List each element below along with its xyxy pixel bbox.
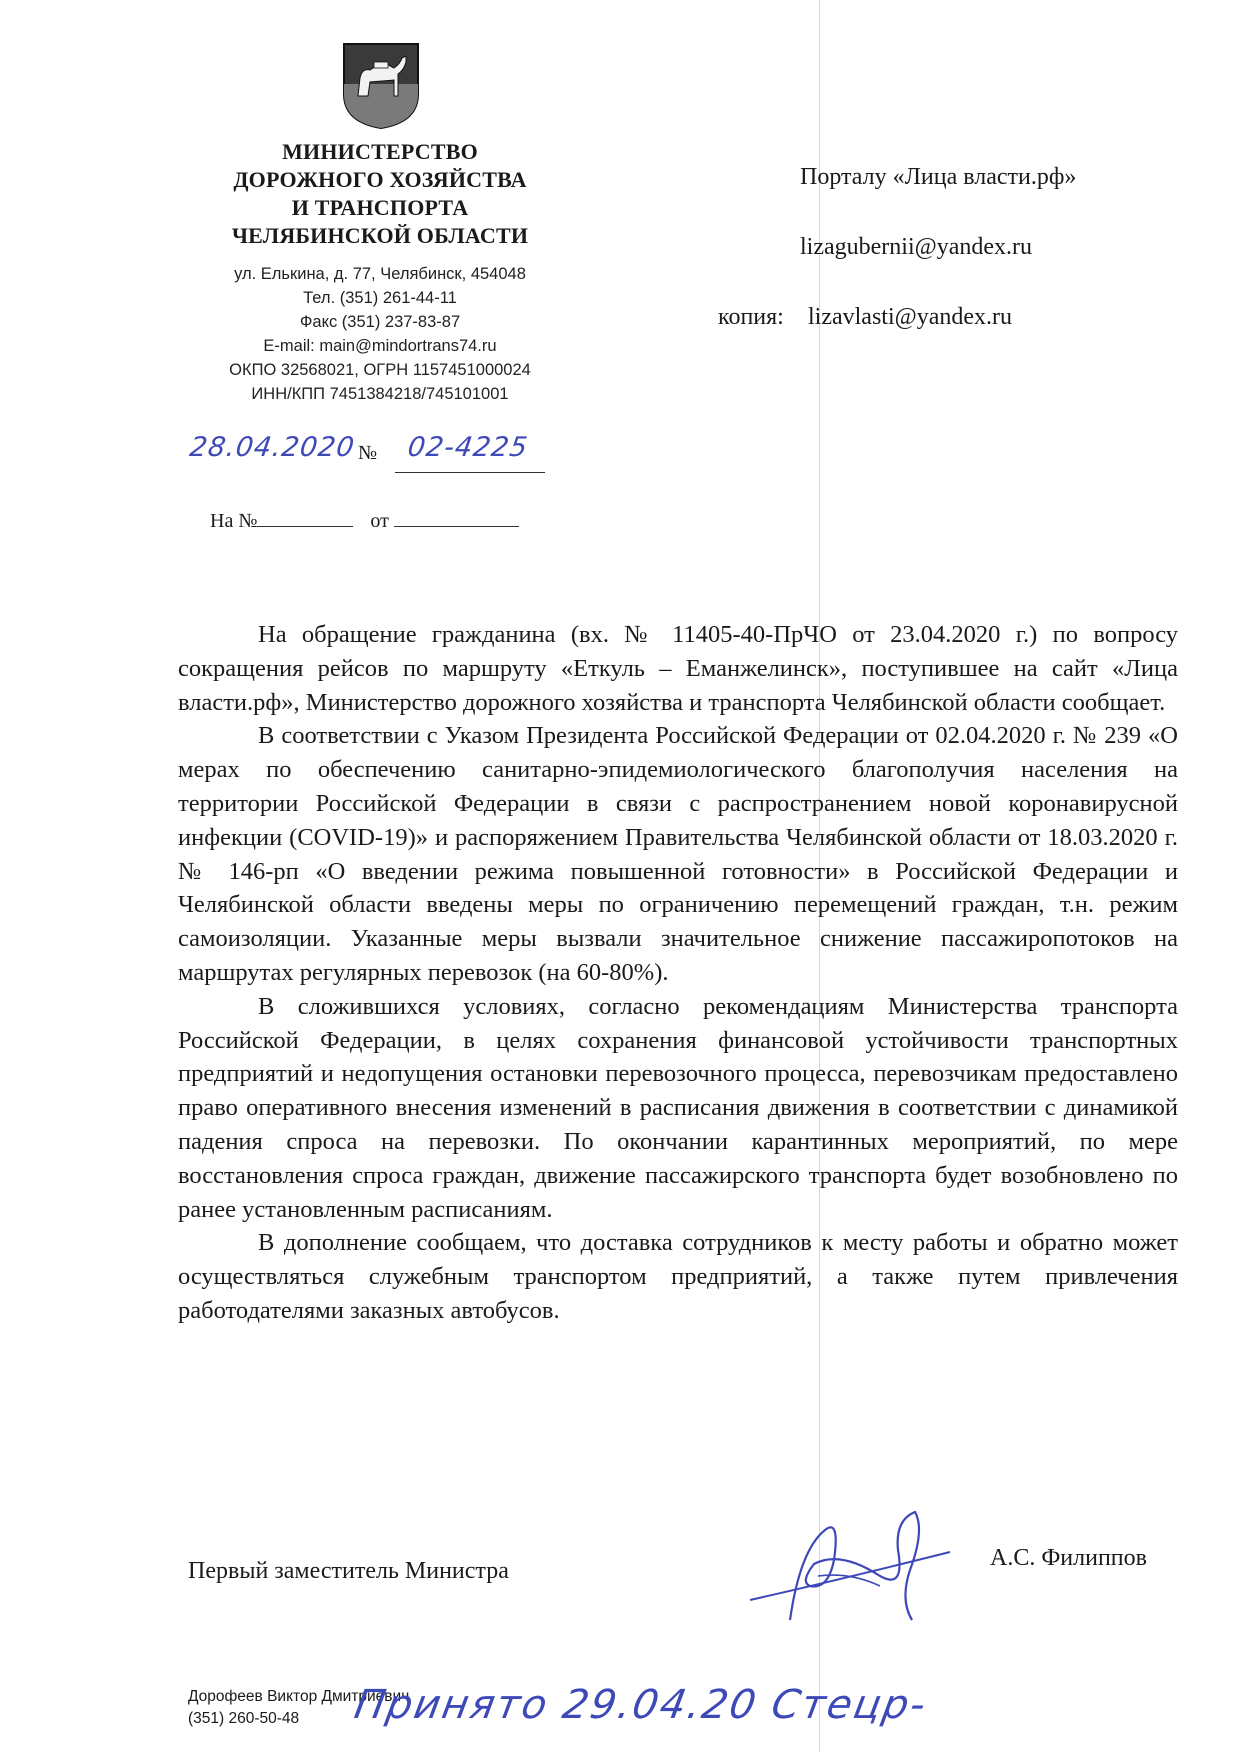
reply-number-blank (257, 508, 353, 527)
email: E-mail: main@mindortrans74.ru (263, 337, 497, 355)
organization-contacts (190, 262, 570, 406)
reply-from-label: от (370, 510, 389, 532)
organization-name (190, 138, 570, 250)
body-paragraph: На обращение гражданина (вх. № 11405-40-ПрЧО от 23.04.2020 г.) по вопросу сокращения рейсов по маршруту «Еткуль – Еманжелинск», поступившее на сайт «Лица власти.рф», Министерство дорожного хозяйства и транспорта Челябинской области сообщает. (178, 621, 1178, 716)
executor-name: Дорофеев Виктор Дмитриевич (188, 1688, 410, 1705)
okpo-ogrn: ОКПО 32568021, ОГРН 1157451000024 (229, 361, 531, 379)
copy-email: lizavlasti@yandex.ru (808, 304, 1013, 330)
reply-label: На № (210, 510, 258, 532)
copy-label: копия: (718, 304, 784, 330)
handwritten-outgoing-number: 02-4225 (405, 432, 530, 463)
addressee-email: lizagubernii@yandex.ru (800, 234, 1033, 260)
reply-reference-line (210, 508, 519, 533)
coat-of-arms-icon (340, 38, 422, 130)
body-paragraph: В дополнение сообщаем, что доставка сотрудников к месту работы и обратно может осуществляться служебным транспортом предприятий, а также путем привлечения работодателями заказных автобусов. (178, 1229, 1178, 1324)
number-underline (395, 472, 545, 473)
inn-kpp: ИНН/КПП 7451384218/745101001 (251, 385, 509, 403)
registration-line (187, 432, 570, 476)
signatory-name: А.С. Филиппов (990, 1545, 1147, 1571)
signatory-role: Первый заместитель Министра (188, 1558, 509, 1584)
number-sign: № (358, 442, 378, 464)
org-line: ДОРОЖНОГО ХОЗЯЙСТВА (233, 167, 527, 192)
handwritten-received-note: Принято 29.04.20 Стецр- (350, 1682, 931, 1728)
letter-body (178, 618, 1178, 1328)
fax: Факс (351) 237-83-87 (299, 313, 461, 331)
handwritten-date: 28.04.2020 (187, 432, 357, 463)
body-paragraph: В сложившихся условиях, согласно рекомендациям Министерства транспорта Российской Федерации, в целях сохранения финансовой устойчивости транспортных предприятий и недопущения остановки перевозочного процесса, перевозчикам предоставлено право оперативного внесения изменений в расписания движения в соответствии с динамикой падения спроса на перевозки. По окончании карантинных мероприятий, по мере восстановления спроса граждан, движение пассажирского транспорта будет возобновлено по ранее установленным расписаниям. (178, 992, 1178, 1223)
org-line: ЧЕЛЯБИНСКОЙ ОБЛАСТИ (231, 223, 529, 248)
address: ул. Елькина, д. 77, Челябинск, 454048 (234, 265, 526, 283)
addressee-name: Порталу «Лица власти.рф» (800, 164, 1077, 190)
handwritten-signature (730, 1490, 990, 1640)
body-paragraph: В соответствии с Указом Президента Российской Федерации от 02.04.2020 г. № 239 «О мерах по обеспечению санитарно-эпидемиологического благополучия населения на территории Российской Федерации в связи с распространением новой коронавирусной инфекции (COVID-19)» и распоряжением Правительства Челябинской области от 18.03.2020 г. № 146-рп «О введении режима повышенной готовности» в Российской Федерации и Челябинской области введены меры по ограничению перемещений граждан, т.н. режим самоизоляции. Указанные меры вызвали значительное снижение пассажиропотоков на маршрутах регулярных перевозок (на 60-80%). (178, 722, 1178, 986)
phone: Тел. (351) 261-44-11 (303, 289, 457, 307)
org-line: И ТРАНСПОРТА (291, 195, 469, 220)
executor-phone: (351) 260-50-48 (188, 1710, 300, 1727)
org-line: МИНИСТЕРСТВО (282, 139, 478, 164)
reply-date-blank (394, 508, 519, 527)
